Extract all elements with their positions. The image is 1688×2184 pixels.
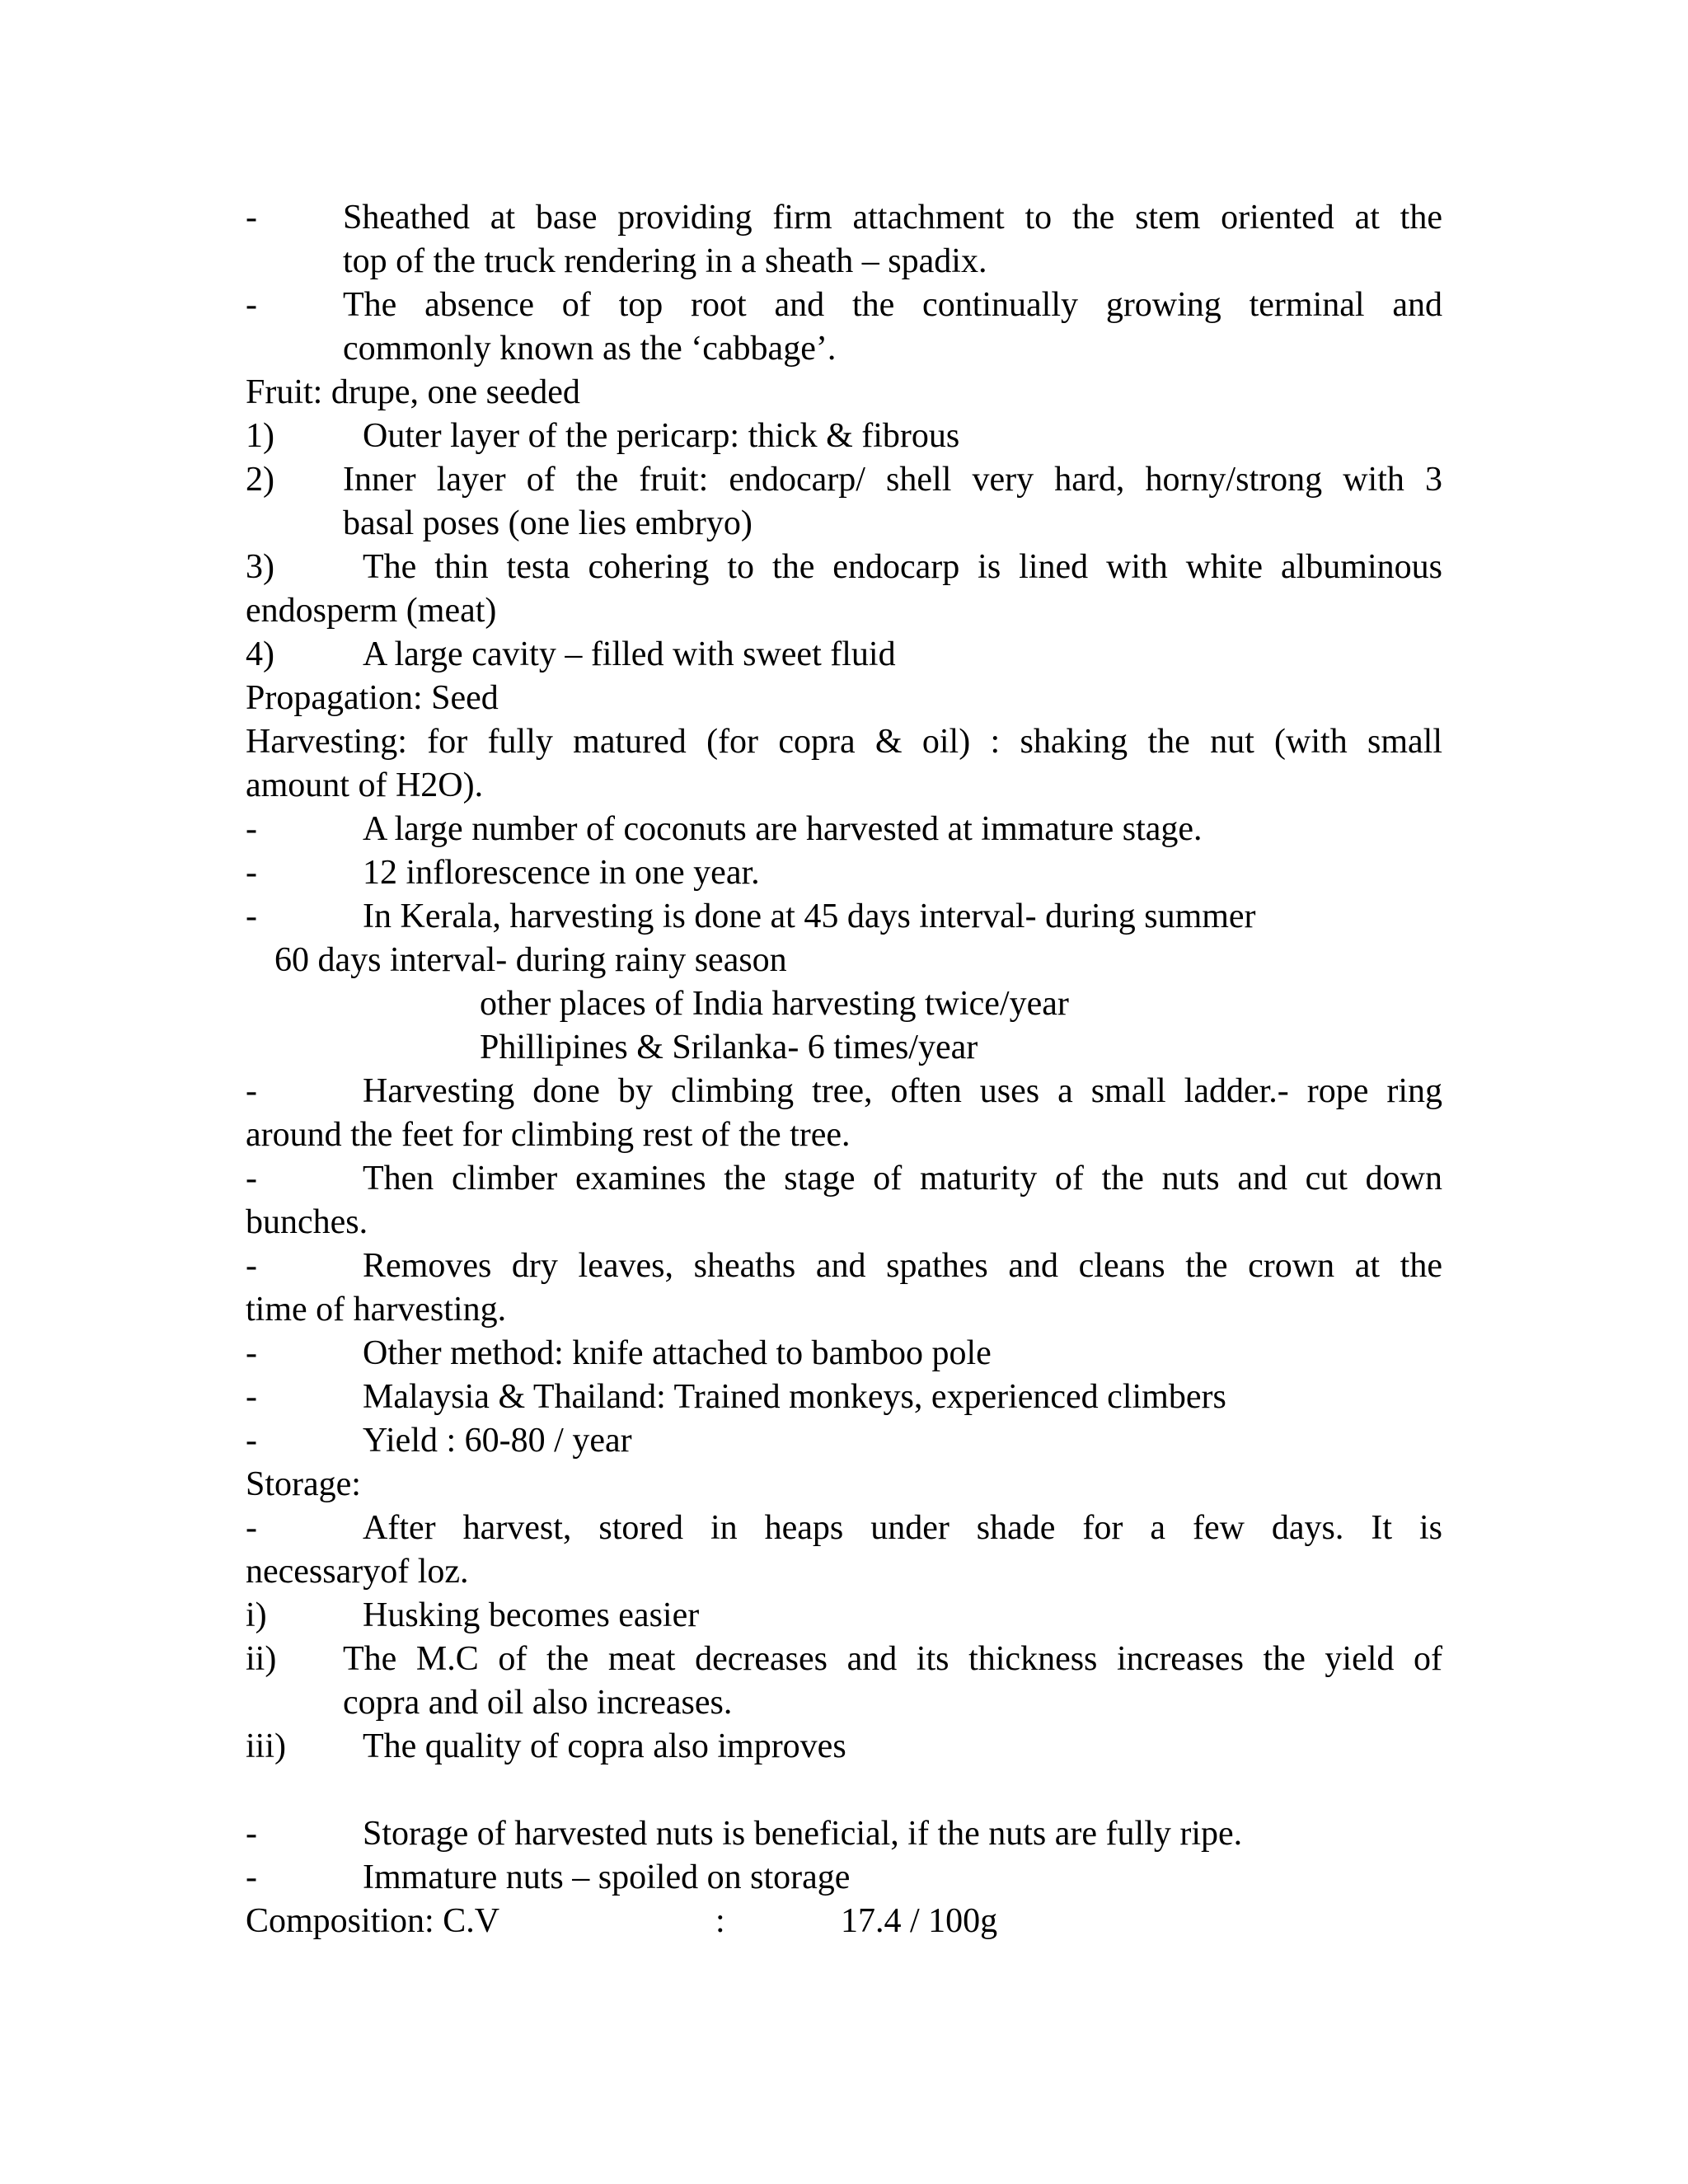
text-line — [246, 1550, 1442, 1594]
text-line — [246, 764, 1442, 808]
line-text: Propagation: Seed — [246, 679, 499, 717]
text-line — [246, 1856, 1442, 1900]
line-text: The thin testa cohering to the endocarp is lined with white albuminous — [363, 548, 1442, 586]
text-line — [246, 808, 1442, 851]
line-text: In Kerala, harvesting is done at 45 days interval- during summer — [363, 898, 1256, 935]
line-text: Inner layer of the fruit: endocarp/ shell very hard, horny/strong with 3 — [343, 461, 1442, 499]
text-line — [246, 1244, 1442, 1288]
line-text: 60 days interval- during rainy season — [274, 941, 787, 979]
list-marker: 1) — [246, 417, 274, 455]
list-marker: - — [246, 1160, 257, 1197]
text-line — [246, 415, 1442, 458]
composition-separator: : — [715, 1902, 725, 1940]
list-marker: 2) — [246, 461, 274, 499]
list-marker: - — [246, 898, 257, 935]
line-text: The absence of top root and the continually growing terminal and — [343, 286, 1442, 324]
text-line — [246, 633, 1442, 677]
section-heading — [246, 371, 1442, 415]
text-line — [246, 589, 1442, 633]
text-line — [246, 1201, 1442, 1244]
line-text: endosperm (meat) — [246, 592, 497, 630]
section-heading — [246, 1463, 1442, 1507]
list-marker: - — [246, 1378, 257, 1416]
text-line — [246, 1638, 1442, 1681]
line-text: Yield : 60-80 / year — [363, 1422, 632, 1460]
list-marker: i) — [246, 1596, 267, 1634]
text-line — [246, 284, 1442, 327]
line-text: Phillipines & Srilanka- 6 times/year — [480, 1029, 978, 1066]
line-text: Husking becomes easier — [363, 1596, 700, 1634]
line-text: copra and oil also increases. — [343, 1684, 733, 1722]
text-line — [246, 196, 1442, 240]
composition-line — [246, 1900, 1442, 1943]
text-line — [246, 1113, 1442, 1157]
list-marker: - — [246, 854, 257, 892]
line-text: Harvesting done by climbing tree, often uses a small ladder.- rope ring — [363, 1072, 1442, 1110]
line-text: After harvest, stored in heaps under shade for a few days. It is — [363, 1509, 1442, 1547]
list-marker: - — [246, 1247, 257, 1285]
text-line — [246, 851, 1442, 895]
list-marker: iii) — [246, 1727, 286, 1765]
text-line — [246, 240, 1442, 284]
text-line — [246, 1332, 1442, 1376]
text-line — [246, 1026, 1442, 1070]
line-text: amount of H2O). — [246, 766, 484, 804]
line-text: Immature nuts – spoiled on storage — [363, 1858, 851, 1896]
list-marker: ii) — [246, 1640, 277, 1678]
line-text: Harvesting: for fully matured (for copra & oil) : shaking the nut (with small — [246, 723, 1442, 761]
text-line — [246, 895, 1442, 939]
text-line — [246, 1157, 1442, 1201]
line-text: around the feet for climbing rest of the tree. — [246, 1116, 851, 1154]
list-marker: - — [246, 199, 257, 237]
list-marker: - — [246, 1422, 257, 1460]
line-text: Malaysia & Thailand: Trained monkeys, experienced climbers — [363, 1378, 1226, 1416]
list-marker: - — [246, 1334, 257, 1372]
text-line — [246, 1376, 1442, 1419]
line-text: Sheathed at base providing firm attachment to the stem oriented at the — [343, 199, 1442, 237]
text-line — [246, 1419, 1442, 1463]
line-text: bunches. — [246, 1203, 368, 1241]
text-line — [246, 1812, 1442, 1856]
list-marker: 4) — [246, 635, 274, 673]
line-text: The M.C of the meat decreases and its thickness increases the yield of — [343, 1640, 1442, 1678]
list-marker: 3) — [246, 548, 274, 586]
text-line — [246, 982, 1442, 1026]
list-marker: - — [246, 1858, 257, 1896]
composition-label: Composition: C.V — [246, 1902, 500, 1940]
line-text: The quality of copra also improves — [363, 1727, 846, 1765]
text-line — [246, 502, 1442, 546]
text-line — [246, 1725, 1442, 1769]
line-text: A large cavity – filled with sweet fluid — [363, 635, 896, 673]
text-line — [246, 939, 1442, 982]
text-line — [246, 1288, 1442, 1332]
list-marker: - — [246, 810, 257, 848]
text-line — [246, 327, 1442, 371]
text-line — [246, 546, 1442, 589]
line-text: 12 inflorescence in one year. — [363, 854, 760, 892]
line-text: Then climber examines the stage of maturity of the nuts and cut down — [363, 1160, 1442, 1197]
line-text: basal poses (one lies embryo) — [343, 504, 753, 542]
text-line — [246, 1507, 1442, 1550]
text-line — [246, 1070, 1442, 1113]
line-text: necessaryof loz. — [246, 1553, 469, 1591]
line-text: Outer layer of the pericarp: thick & fibrous — [363, 417, 960, 455]
text-line — [246, 1681, 1442, 1725]
line-text: Other method: knife attached to bamboo pole — [363, 1334, 992, 1372]
section-heading — [246, 677, 1442, 720]
text-line — [246, 458, 1442, 502]
line-text: commonly known as the ‘cabbage’. — [343, 330, 837, 368]
line-text: Fruit: drupe, one seeded — [246, 373, 580, 411]
line-text: Storage of harvested nuts is beneficial, if the nuts are fully ripe. — [363, 1815, 1243, 1853]
list-marker: - — [246, 1815, 257, 1853]
text-line — [246, 1594, 1442, 1638]
list-marker: - — [246, 1072, 257, 1110]
line-text: Storage: — [246, 1465, 361, 1503]
line-text: time of harvesting. — [246, 1291, 507, 1329]
line-text: A large number of coconuts are harvested at immature stage. — [363, 810, 1203, 848]
section-heading — [246, 720, 1442, 764]
list-marker: - — [246, 286, 257, 324]
line-text: other places of India harvesting twice/year — [480, 985, 1069, 1023]
list-marker: - — [246, 1509, 257, 1547]
line-text: top of the truck rendering in a sheath – spadix. — [343, 242, 987, 280]
line-text: Removes dry leaves, sheaths and spathes and cleans the crown at the — [363, 1247, 1442, 1285]
composition-value: 17.4 / 100g — [841, 1902, 998, 1940]
